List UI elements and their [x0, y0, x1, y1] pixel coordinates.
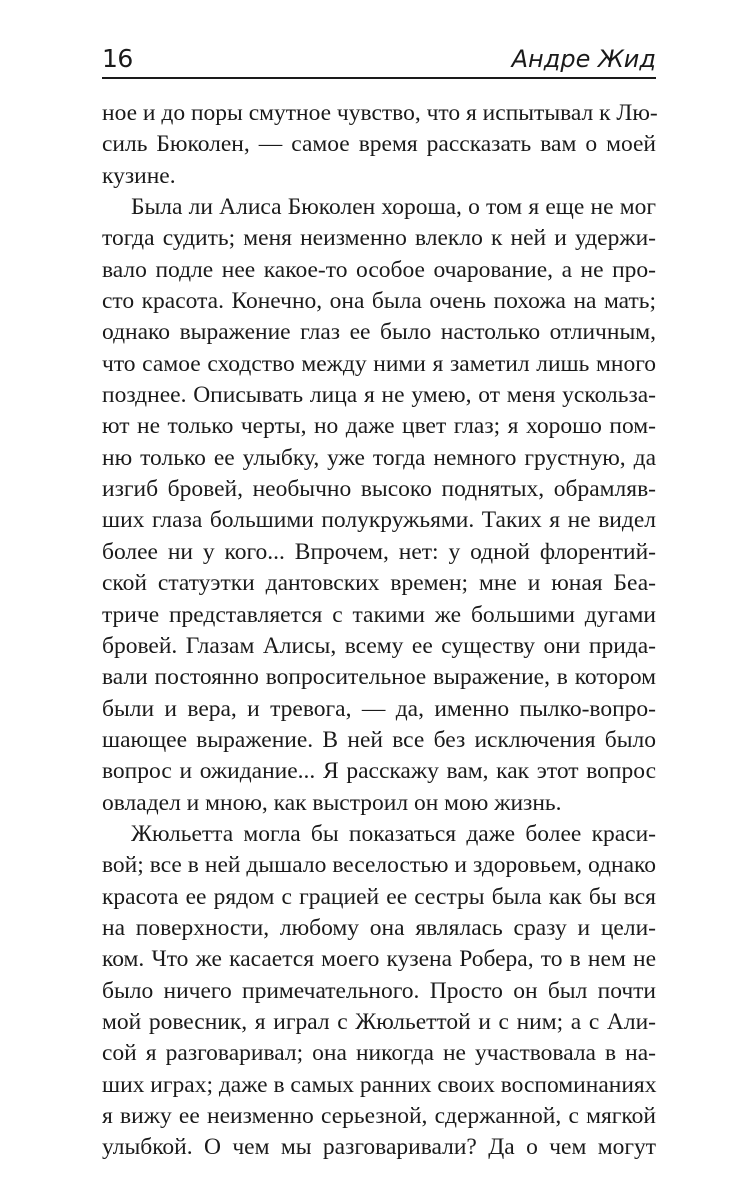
- text-line: мой ровесник, я играл с Жюльеттой и с ним; а с Али-: [102, 1008, 656, 1035]
- text-line: бровей. Глазам Алисы, всему ее существу они прида-: [102, 632, 656, 659]
- page-header: [102, 40, 656, 80]
- text-line: вопрос и ожидание... Я расскажу вам, как этот вопрос: [102, 758, 656, 785]
- text-line: более ни у кого... Впрочем, нет: у одной флорентий-: [102, 538, 656, 565]
- text-line: кузине.: [102, 162, 176, 189]
- text-line: позднее. Описывать лица я не умею, от меня ускольза-: [102, 382, 656, 409]
- text-line: ших играх; даже в самых ранних своих воспоминаниях: [102, 1071, 657, 1098]
- text-line: на поверхности, любому она являлась сразу и цели-: [102, 914, 656, 941]
- paragraph: [102, 98, 656, 192]
- text-line: было ничего примечательного. Просто он был почти: [102, 977, 656, 1004]
- text-line: однако выражение глаз ее было настолько отличным,: [102, 319, 656, 346]
- text-line: шающее выражение. В ней все без исключения было: [102, 726, 656, 753]
- text-line: силь Бюколен, — самое время рассказать вам о моей: [102, 131, 656, 158]
- text-line: улыбкой. О чем мы разговаривали? Да о чем могут: [102, 1134, 656, 1161]
- text-line: Была ли Алиса Бюколен хороша, о том я еще не мог: [131, 194, 656, 221]
- header-rule: [102, 77, 656, 79]
- text-line: сой я разговаривал; она никогда не участвовала в на-: [102, 1040, 656, 1067]
- text-line: были и вера, и тревога, — да, именно пылко-вопро-: [102, 695, 656, 722]
- text-line: триче представляется с такими же большими дугами: [102, 601, 656, 628]
- text-line: красота ее рядом с грацией ее сестры была как бы вся: [102, 883, 656, 910]
- text-line: тогда судить; меня неизменно влекло к ней и удержи-: [102, 225, 656, 252]
- text-line: вой; все в ней дышало веселостью и здоровьем, однако: [102, 852, 656, 879]
- running-head-author: Андре Жид: [511, 45, 656, 73]
- page-number: 16: [102, 44, 133, 73]
- paragraph: [102, 819, 656, 1164]
- body-text: [102, 98, 656, 1164]
- text-line: ное и до поры смутное чувство, что я испытывал к Лю-: [102, 100, 658, 126]
- text-line: ших глаза большими полукружьями. Таких я не видел: [102, 507, 656, 534]
- text-line: изгиб бровей, необычно высоко поднятых, обрамляв-: [102, 476, 656, 503]
- text-line: ют не только черты, но даже цвет глаз; я хорошо пом-: [102, 413, 656, 440]
- text-line: овладел и мною, как выстроил он мою жизнь.: [102, 789, 562, 816]
- text-line: что самое сходство между ними я заметил лишь много: [102, 350, 656, 377]
- text-line: ню только ее улыбку, уже тогда немного грустную, да: [102, 444, 656, 471]
- text-line: ком. Что же касается моего кузена Робера, то в нем не: [102, 946, 656, 973]
- text-line: вало подле нее какое-то особое очарование, а не про-: [102, 256, 656, 283]
- text-line: Жюльетта могла бы показаться даже более краси-: [131, 820, 656, 847]
- paragraph: [102, 192, 656, 819]
- text-line: ской статуэтки дантовских времен; мне и юная Беа-: [102, 570, 656, 597]
- text-line: вали постоянно вопросительное выражение, в котором: [102, 664, 656, 691]
- text-line: я вижу ее неизменно серьезной, сдержанной, с мягкой: [102, 1103, 656, 1129]
- text-line: сто красота. Конечно, она была очень похожа на мать;: [102, 288, 656, 315]
